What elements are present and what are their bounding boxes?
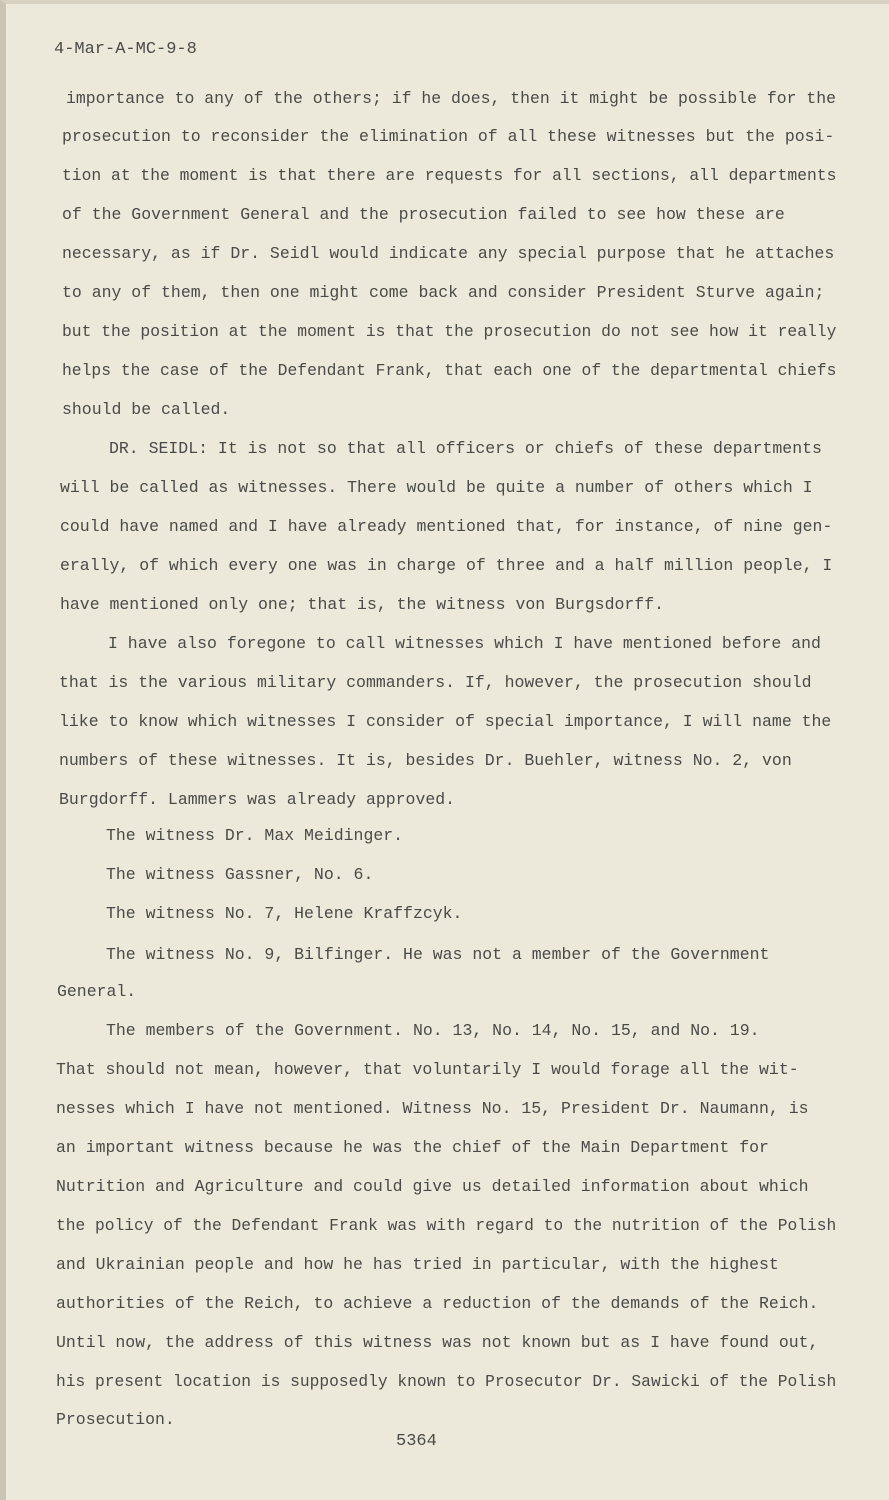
text-line-21: The witness Gassner, No. 6. — [106, 865, 374, 884]
text-line-35: Prosecution. — [56, 1410, 175, 1429]
text-line-23: The witness No. 9, Bilfinger. He was not a member of the Government — [106, 945, 770, 964]
text-line-18: numbers of these witnesses. It is, besides Dr. Buehler, witness No. 2, von — [59, 751, 792, 770]
text-line-9: should be called. — [62, 400, 231, 419]
text-line-5: necessary, as if Dr. Seidl would indicate any special purpose that he attaches — [62, 244, 835, 263]
text-line-25: The members of the Government. No. 13, No. 14, No. 15, and No. 19. — [106, 1021, 760, 1040]
text-line-6: to any of them, then one might come back and consider President Sturve again; — [62, 283, 825, 302]
text-line-1: importance to any of the others; if he does, then it might be possible for the — [66, 89, 837, 108]
text-line-29: Nutrition and Agriculture and could give us detailed information about which — [56, 1177, 809, 1196]
text-line-2: prosecution to reconsider the elimination of all these witnesses but the posi- — [62, 127, 835, 146]
text-line-17: like to know which witnesses I consider of special importance, I will name the — [59, 712, 832, 731]
text-line-13: erally, of which every one was in charge of three and a half million people, I — [60, 556, 833, 575]
text-line-7: but the position at the moment is that the prosecution do not see how it really — [62, 322, 837, 341]
text-line-30: the policy of the Defendant Frank was with regard to the nutrition of the Polish — [56, 1216, 837, 1235]
text-line-14: have mentioned only one; that is, the witness von Burgsdorff. — [60, 595, 664, 614]
text-line-28: an important witness because he was the chief of the Main Department for — [56, 1138, 769, 1157]
text-line-27: nesses which I have not mentioned. Witness No. 15, President Dr. Naumann, is — [56, 1099, 809, 1118]
text-line-4: of the Government General and the prosecution failed to see how these are — [62, 205, 785, 224]
text-line-32: authorities of the Reich, to achieve a reduction of the demands of the Reich. — [56, 1294, 819, 1313]
text-line-8: helps the case of the Defendant Frank, that each one of the departmental chiefs — [62, 361, 837, 380]
text-line-33: Until now, the address of this witness was not known but as I have found out, — [56, 1333, 819, 1352]
text-line-20: The witness Dr. Max Meidinger. — [106, 826, 404, 845]
text-line-34: his present location is supposedly known to Prosecutor Dr. Sawicki of the Polish — [56, 1372, 837, 1391]
text-line-24: General. — [57, 982, 137, 1001]
text-line-10: DR. SEIDL: It is not so that all officers or chiefs of these departments — [109, 439, 822, 458]
page-number: 5364 — [396, 1432, 437, 1451]
text-line-12: could have named and I have already mentioned that, for instance, of nine gen- — [60, 517, 833, 536]
text-line-15: I have also foregone to call witnesses which I have mentioned before and — [108, 634, 821, 653]
text-line-26: That should not mean, however, that voluntarily I would forage all the wit- — [56, 1060, 799, 1079]
text-line-3: tion at the moment is that there are requests for all sections, all departments — [62, 166, 837, 185]
text-line-22: The witness No. 7, Helene Kraffzcyk. — [106, 904, 463, 923]
text-line-11: will be called as witnesses. There would be quite a number of others which I — [60, 478, 813, 497]
page-header: 4-Mar-A-MC-9-8 — [54, 40, 197, 59]
text-line-31: and Ukrainian people and how he has tried in particular, with the highest — [56, 1255, 779, 1274]
text-line-16: that is the various military commanders. If, however, the prosecution should — [59, 673, 812, 692]
text-line-19: Burgdorff. Lammers was already approved. — [59, 790, 456, 809]
